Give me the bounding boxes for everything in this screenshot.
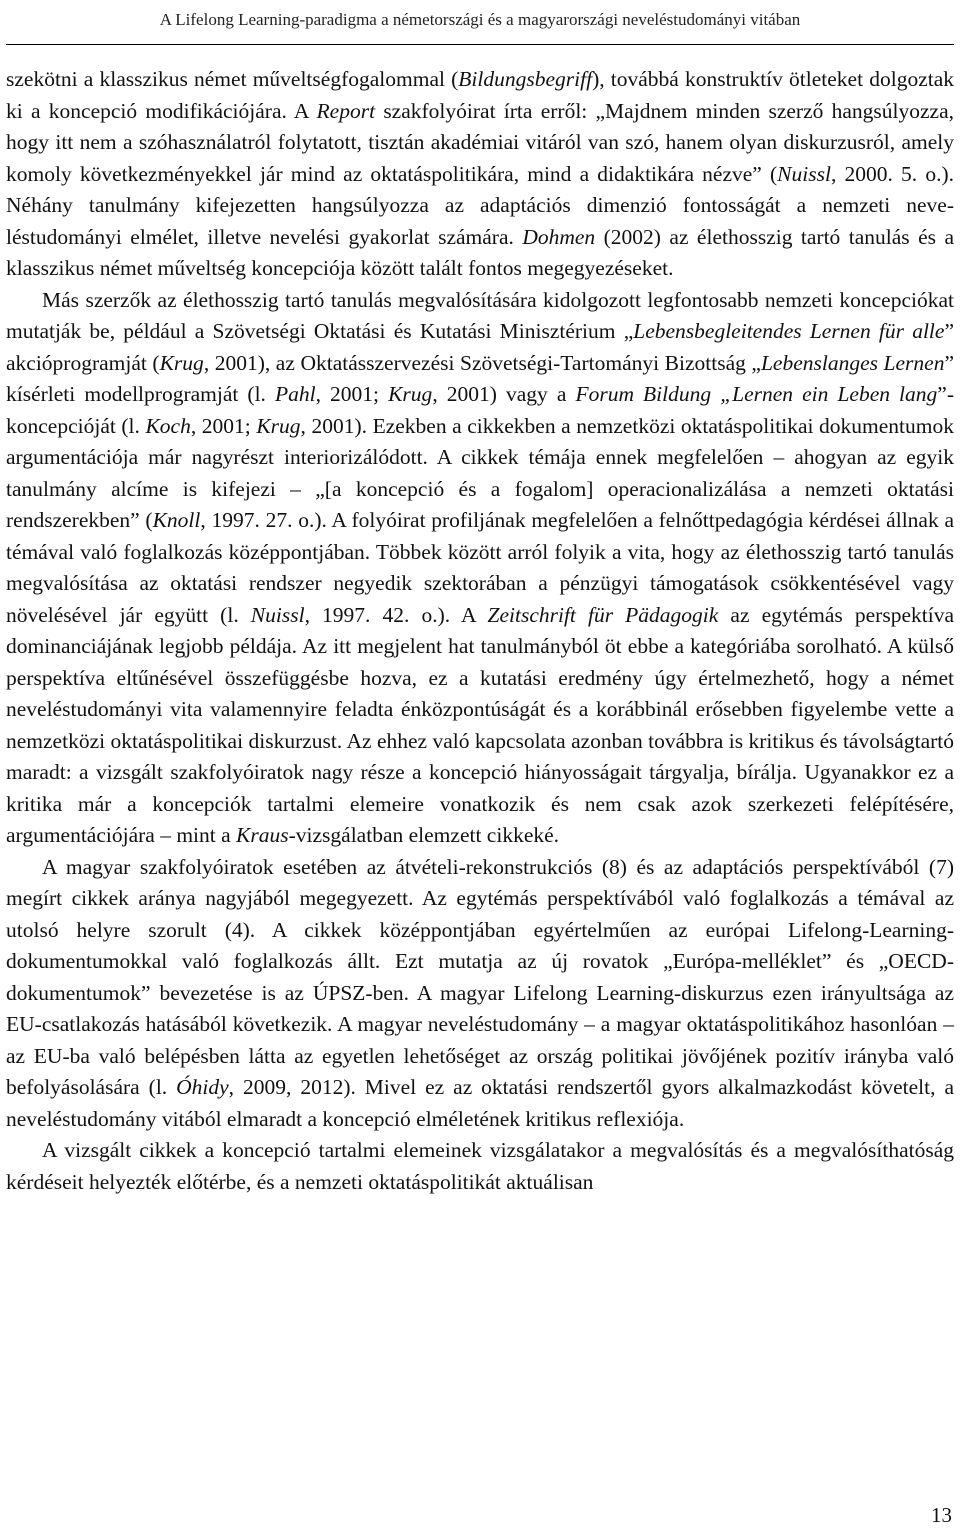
text-run: ” kísérleti modellprogramját (l. — [6, 350, 954, 406]
running-header: A Lifelong Learning-paradigma a németországi és a magyarországi neveléstudományi vitában — [159, 10, 801, 29]
paragraph-1 — [6, 64, 954, 285]
text-run: ” akcióprogramját ( — [6, 319, 954, 375]
italic-run: Kraus — [236, 823, 289, 847]
text-run: , 2009, 2012). Mivel ez az oktatási rendszertől gyors alkalmazkodást követelt, a neveléstudomány vitából elmaradt a koncepció elméletének kritikus reflexiója. — [6, 1075, 954, 1131]
text-run: , 2000. 5. o.). Néhány tanulmány kifejezetten hangsúlyozza az adaptációs dimenzió fontosságát a nemzeti neveléstudományi elmélet, illetve nevelési gyakorlat számára. — [6, 161, 954, 249]
text-run: szekötni a klasszikus német műveltségfogalommal ( — [6, 67, 459, 91]
page-number: 13 — [931, 1503, 952, 1527]
paragraph-3 — [6, 852, 954, 1136]
paragraph-4 — [6, 1135, 954, 1198]
paragraph-2 — [6, 285, 954, 852]
italic-run: Krug — [256, 413, 301, 438]
italic-run: Dohmen — [522, 224, 596, 249]
text-run: A magyar szakfolyóiratok esetében az átvételi-rekonstrukciós (8) és az adaptációs perspektívából (7) megírt cikkek aránya nagyjából megegyezett. Az egytémás perspektívából való foglalkozás a témával az utolsó helyre szorult (4). A cikkek középpontjában egyértelműen az európai Lifelong-Learning-dokumentumokkal való foglalkozás állt. Ezt mutatja az új rovatok „Európa-melléklet” és „OECD-dokumentumok” bevezetése is az ÚPSZ-ben. A magyar Lifelong Learning-diskurzus ezen irányultsága az EU-csatlakozás hatásából következik. A magyar neveléstudomány – a magyar oktatáspolitikához hasonlóan – az EU-ba való belépésben látta az egyetlen lehetőséget az ország politikai jövőjének pozitív irányba való befolyásolására (l. — [6, 854, 954, 1099]
text-run: , 1997. 27. o.). A folyóirat profiljának megfelelően a felnőttpedagógia kérdései állnak a témával való foglalkozás középpontjában. Többek között arról folyik a vita, hogy az élethosszig tartó tanulás megvalósítása az oktatási rendszer negyedik szektorában a pénzügyi támogatások csökkentésével vagy növelésével jár együtt (l. — [6, 508, 954, 627]
text-run: (2002) az élethosszig tartó tanulás és a klasszikus német műveltség koncepciója között talált fontos megegyezéseket. — [6, 224, 954, 280]
text-run: , 2001), az Oktatásszervezési Szövetségi-Tartományi Bizottság „ — [203, 350, 761, 375]
text-run: , 2001; — [315, 382, 389, 406]
text-run: , 1997. 42. o.). A — [304, 602, 488, 627]
italic-run: Nuissl — [250, 602, 305, 627]
italic-run: Koch — [145, 413, 191, 438]
text-run: , 2001) vagy a — [432, 382, 576, 406]
italic-run: Forum Bildung „Lernen ein Leben lang — [575, 382, 938, 406]
italic-run: Pahl — [275, 382, 316, 406]
text-run: -vizsgálatban elemzett cikkeké. — [288, 823, 560, 847]
text-run: Más szerzők az élethosszig tartó tanulás megvalósítására kidolgozott legfontosabb nemzeti koncepciókat mutatják be, például a Szövetségi Oktatási és Kutatási Minisztérium „ — [6, 287, 954, 343]
italic-run: Krug — [159, 350, 204, 375]
text-run: ), továbbá konstruktív ötleteket dolgoztak ki a koncepció modifikációjára. A — [6, 67, 954, 123]
text-run: , 2001; — [190, 413, 257, 438]
text-run: ”-koncepcióját (l. — [6, 382, 954, 438]
header-rule — [6, 44, 954, 45]
italic-run: Report — [316, 98, 376, 123]
italic-run: Nuissl — [777, 161, 831, 186]
italic-run: Zeitschrift für Pädagogik — [487, 602, 719, 627]
italic-run: Óhidy — [176, 1075, 229, 1099]
italic-run: Krug — [388, 382, 433, 406]
body-text — [6, 64, 954, 1198]
text-run: az egytémás perspektíva dominanciájának legjobb példája. Az itt megjelent hat tanulmányból öt ebbe a kategóriába sorolható. A külső perspektíva eltűnésével összefüggésbe hozva, ez a kutatási eredmény úgy értelmezhető, hogy a német neveléstudományi vita valamennyire feladta énközpontúságát és a korábbinál erősebben figyelembe vette a nemzetközi oktatáspolitikai diskurzust. Az ehhez való kapcsolata azonban továbbra is kritikus és távolságtartó maradt: a vizsgált szakfolyóiratok nagy része a koncepció hiányosságait tárgyalja, bírálja. Ugyanakkor ez a kritika már a koncepciók tartalmi elemeire vonatkozik és nem csak azok szerkezeti felépítésére, argumentációjára – mint a — [6, 602, 954, 847]
italic-run: Lebensbegleitendes Lernen für alle — [633, 319, 945, 343]
text-run: szakfolyóirat írta erről: „Majdnem minden szerző hangsúlyozza, hogy itt nem a szóhasználatról folytatott, tisztán akadémiai vitáról van szó, hanem olyan diskurzusról, amely komoly következményekkel jár mind az oktatáspolitikára, mind a didaktikára nézve” ( — [6, 98, 954, 186]
italic-run: Bildungsbegriff — [458, 67, 593, 91]
italic-run: Knoll — [152, 508, 201, 532]
text-run: , 2001). Ezekben a cikkekben a nemzetközi oktatáspolitikai dokumentumok argumentációja már nagyrészt interiorizálódott. A cikkek témája ennek megfelelően – ahogyan az egyik tanulmány alcíme is kifejezi – „[a koncepció és a fogalom] operacionalizálása a nemzeti oktatási rendszerekben” ( — [6, 413, 954, 532]
text-run: A vizsgált cikkek a koncepció tartalmi elemeinek vizsgálatakor a megvalósítás és a megvalósíthatóság kérdéseit helyezték előtérbe, és a nemzeti oktatáspolitikát aktuálisan — [6, 1138, 954, 1194]
italic-run: Lebenslanges Lernen — [760, 350, 945, 375]
